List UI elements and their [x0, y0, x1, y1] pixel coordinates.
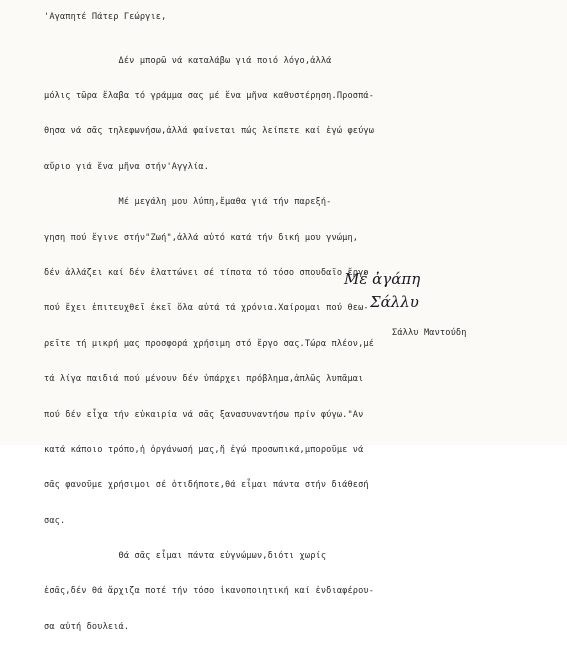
handwritten-signature: Σάλλυ — [370, 293, 419, 311]
letter-body — [44, 32, 374, 657]
body-line: κατά κάποιο τρόπο,ἡ ὀργάνωσή μας,ἤ ἐγώ προσωπικά,μποροῦμε νά — [44, 444, 364, 455]
body-line: Μέ μεγάλη μου λύπη,ἔμαθα γιά τήν παρεξή- — [44, 197, 332, 208]
body-line: σα αὐτή δουλειά. — [44, 621, 130, 632]
body-line: πού ἔχει ἐπιτευχθεῖ ἐκεῖ ὅλα αὐτά τά χρόνια.Χαίρομαι πού θεω- — [44, 303, 369, 314]
handwritten-closing: Μέ ἀγάπη — [344, 270, 421, 288]
body-line: θησα νά σᾶς τηλεφωνήσω,ἀλλά φαίνεται πώς λείπετε καί ἐγώ φεύγω — [44, 126, 375, 137]
body-line: Θά σᾶς εἶμαι πάντα εὐγνώμων,διότι χωρίς — [44, 551, 327, 562]
typed-signature: Σάλλυ Μαντούδη — [392, 328, 467, 338]
body-line: γηση πού ἔγινε στήν"Ζωή",ἀλλά αὐτό κατά τήν δική μου γνώμη, — [44, 232, 359, 243]
body-line: ρεῖτε τή μικρή μας προσφορά χρήσιμη στό ἔργο σας.Τώρα πλέον,μέ — [44, 338, 375, 349]
body-line: Δέν μπορῶ νά καταλάβω γιά ποιό λόγο,ἀλλά — [44, 55, 332, 66]
body-line: σας. — [44, 515, 66, 526]
letter-salutation: 'Αγαπητέ Πάτερ Γεώργιε, — [44, 12, 167, 22]
body-line: δέν ἀλλάζει καί δέν ἐλαττώνει σέ τίποτα τό τόσο σπουδαῖο ἔργο — [44, 267, 369, 278]
body-line: ἐσᾶς,δέν θά ἄρχιζα ποτέ τήν τόσο ἱκανοποιητική καί ἐνδιαφέρου- — [44, 586, 375, 597]
body-line: μόλις τῶρα ἔλαβα τό γράμμα σας μέ ἕνα μῆνα καθυστέρηση.Προσπά- — [44, 90, 375, 101]
body-line: πού δέν εἶχα τήν εὐκαιρία νά σᾶς ξανασυναντήσω πρίν φύγω."Αν — [44, 409, 364, 420]
body-line: σᾶς φανοῦμε χρήσιμοι σέ ὁτιδήποτε,θά εἶμαι πάντα στήν διάθεσή — [44, 480, 369, 491]
body-line: αὔριο γιά ἕνα μῆνα στήν'Αγγλία. — [44, 161, 210, 172]
body-line: τά λίγα παιδιά πού μένουν δέν ὑπάρχει πρόβλημα,ἁπλῶς λυπᾶμαι — [44, 374, 364, 385]
